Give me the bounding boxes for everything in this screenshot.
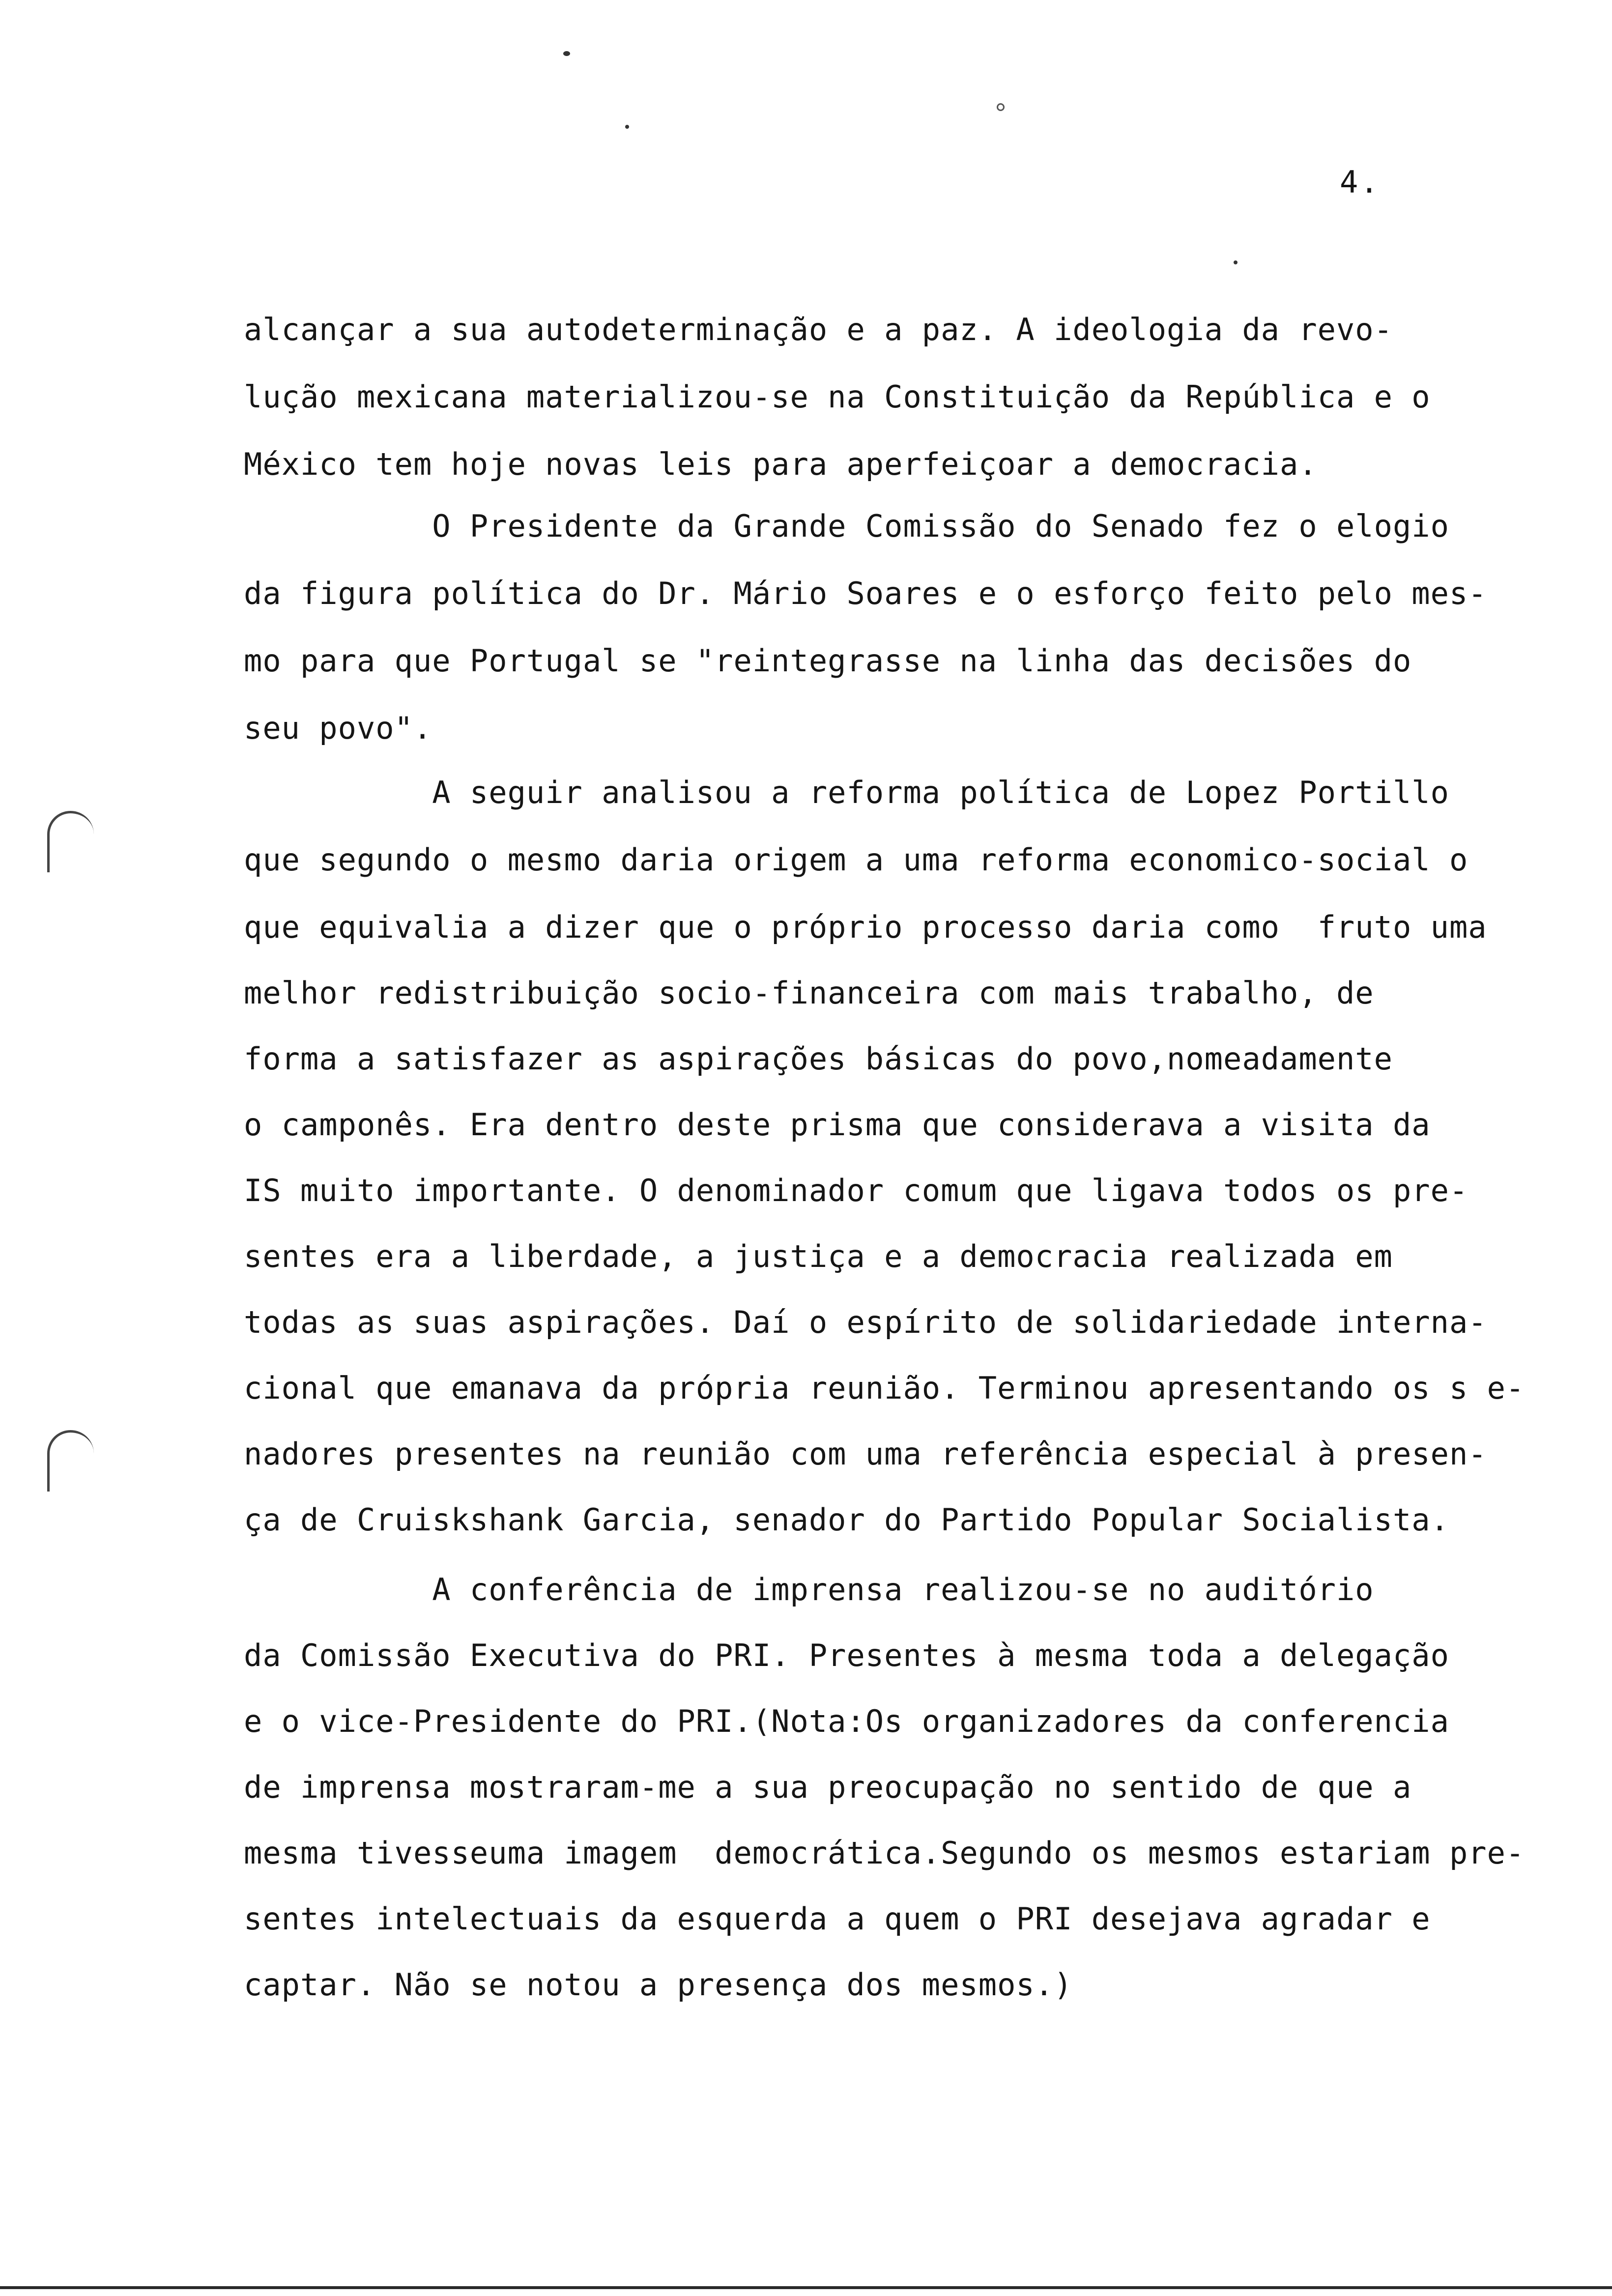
text-line: IS muito importante. O denominador comum que ligava todos os pre- <box>244 1173 1468 1208</box>
text-line: forma a satisfazer as aspirações básicas do povo,nomeadamente <box>244 1041 1393 1077</box>
text-line: que equivalia a dizer que o próprio processo daria como fruto uma <box>244 909 1487 945</box>
text-line: A seguir analisou a reforma política de Lopez Portillo <box>244 775 1449 810</box>
scan-speck <box>625 125 629 129</box>
text-line: da figura política do Dr. Mário Soares e o esforço feito pelo mes- <box>244 575 1487 611</box>
text-line: sentes intelectuais da esquerda a quem o PRI desejava agradar e <box>244 1901 1431 1937</box>
punch-hole-mark <box>47 811 94 872</box>
text-line: de imprensa mostraram-me a sua preocupação no sentido de que a <box>244 1769 1412 1805</box>
text-line: sentes era a liberdade, a justiça e a democracia realizada em <box>244 1238 1393 1274</box>
text-line: O Presidente da Grande Comissão do Senado fez o elogio <box>244 508 1449 544</box>
page-number: 4. <box>1340 164 1381 200</box>
text-line: captar. Não se notou a presença dos mesmos.) <box>244 1967 1073 2003</box>
text-line: o camponês. Era dentro deste prisma que considerava a visita da <box>244 1107 1431 1143</box>
text-line: ça de Cruiskshank Garcia, senador do Partido Popular Socialista. <box>244 1502 1449 1538</box>
text-line: e o vice-Presidente do PRI.(Nota:Os organizadores da conferencia <box>244 1703 1449 1739</box>
text-line: mo para que Portugal se "reintegrasse na linha das decisões do <box>244 643 1412 679</box>
scan-edge-line <box>0 2286 1612 2289</box>
scan-speck <box>997 103 1005 111</box>
text-line: lução mexicana materializou-se na Constituição da República e o <box>244 379 1431 415</box>
text-line: cional que emanava da própria reunião. Terminou apresentando os s e- <box>244 1370 1525 1406</box>
text-line: seu povo". <box>244 710 432 746</box>
text-line: nadores presentes na reunião com uma referência especial à presen- <box>244 1436 1487 1472</box>
text-line: que segundo o mesmo daria origem a uma reforma economico-social o <box>244 842 1468 878</box>
text-line: da Comissão Executiva do PRI. Presentes à mesma toda a delegação <box>244 1637 1449 1673</box>
scan-speck <box>563 51 570 56</box>
text-line: mesma tivesseuma imagem democrática.Segundo os mesmos estariam pre- <box>244 1835 1525 1871</box>
scan-speck <box>1234 260 1238 264</box>
text-line: México tem hoje novas leis para aperfeiçoar a democracia. <box>244 446 1318 482</box>
text-line: melhor redistribuição socio-financeira com mais trabalho, de <box>244 975 1374 1011</box>
text-line: A conferência de imprensa realizou-se no auditório <box>244 1572 1374 1607</box>
text-line: alcançar a sua autodeterminação e a paz. A ideologia da revo- <box>244 312 1393 347</box>
punch-hole-mark <box>47 1430 94 1492</box>
text-line: todas as suas aspirações. Daí o espírito de solidariedade interna- <box>244 1304 1487 1340</box>
